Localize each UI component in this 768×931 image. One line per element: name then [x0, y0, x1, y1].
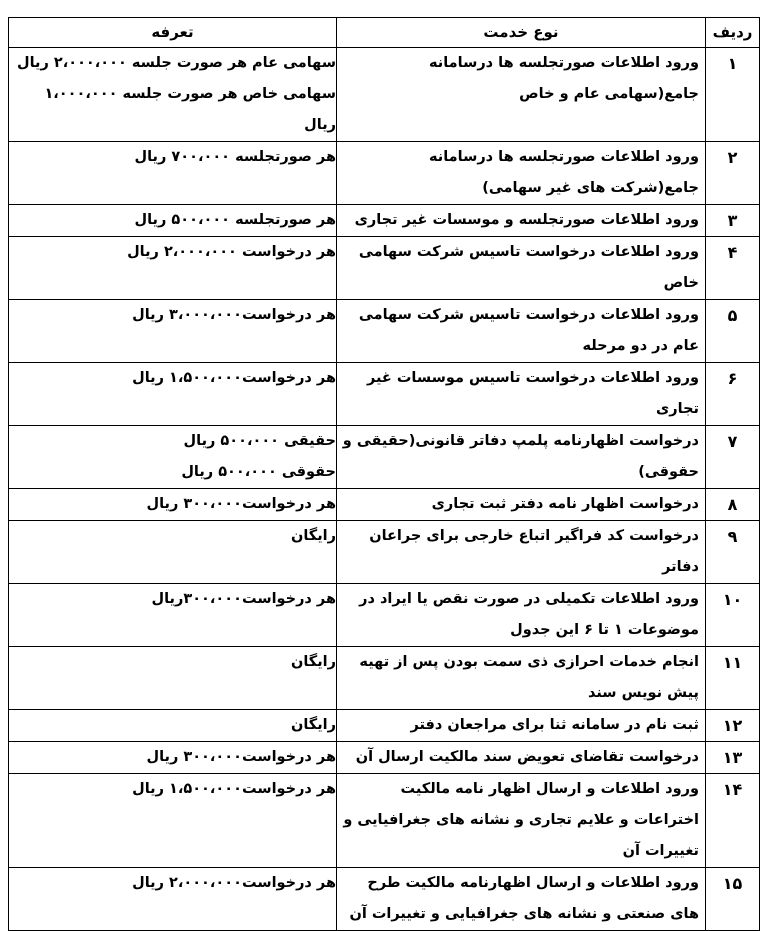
table-row — [9, 426, 760, 489]
tariff-cell — [9, 742, 337, 774]
tariff-line: هر درخواست۳،۰۰۰،۰۰۰ ریال — [132, 307, 336, 323]
tariff-cell — [9, 489, 337, 521]
tariff-cell — [9, 237, 337, 300]
service-cell: درخواست اظهار نامه دفتر ثبت تجاری — [337, 489, 706, 521]
tariff-cell — [9, 300, 337, 363]
row-number: ۸ — [706, 489, 760, 521]
header-service-type: نوع خدمت — [337, 18, 706, 48]
tariff-cell — [9, 142, 337, 205]
service-cell: ورود اطلاعات درخواست تاسیس موسسات غیر تجاری — [337, 363, 706, 426]
row-number: ۹ — [706, 521, 760, 584]
service-cell: ثبت نام در سامانه ثنا برای مراجعان دفتر — [337, 710, 706, 742]
tariff-line: هر درخواست۳۰۰،۰۰۰ ریال — [146, 749, 336, 765]
service-cell: درخواست تقاضای تعویض سند مالکیت ارسال آن — [337, 742, 706, 774]
row-number: ۴ — [706, 237, 760, 300]
tariff-line: رایگان — [290, 654, 336, 670]
row-number: ۱ — [706, 48, 760, 142]
tariff-line: هر درخواست۳۰۰،۰۰۰ ریال — [146, 496, 336, 512]
tariff-cell — [9, 48, 337, 142]
tariff-line: رایگان — [290, 717, 336, 733]
table-row — [9, 142, 760, 205]
tariff-table — [8, 17, 760, 931]
table-row — [9, 521, 760, 584]
table-row — [9, 742, 760, 774]
header-row-number: ردیف — [706, 18, 760, 48]
tariff-cell — [9, 363, 337, 426]
table-row — [9, 205, 760, 237]
header-tariff: تعرفه — [9, 18, 337, 48]
tariff-cell — [9, 426, 337, 489]
tariff-cell — [9, 868, 337, 931]
row-number: ۶ — [706, 363, 760, 426]
tariff-line: حقیقی ۵۰۰،۰۰۰ ریال — [183, 433, 336, 449]
tariff-line: هر درخواست۲،۰۰۰،۰۰۰ ریال — [132, 875, 336, 891]
table-row — [9, 710, 760, 742]
tariff-cell — [9, 205, 337, 237]
tariff-line: هر صورتجلسه ۵۰۰،۰۰۰ ریال — [134, 212, 336, 228]
tariff-cell — [9, 521, 337, 584]
table-header-row — [9, 18, 760, 48]
service-cell: ورود اطلاعات صورتجلسه ها درسامانه جامع(شرکت های غیر سهامی) — [337, 142, 706, 205]
service-cell: ورود اطلاعات صورتجلسه و موسسات غیر تجاری — [337, 205, 706, 237]
tariff-line: رایگان — [290, 528, 336, 544]
service-cell: ورود اطلاعات و ارسال اظهار نامه مالکیت اختراعات و علایم تجاری و نشانه های جغرافیایی و تغییرات آن — [337, 774, 706, 868]
tariff-line: حقوقی ۵۰۰،۰۰۰ ریال — [181, 464, 336, 480]
table-row — [9, 647, 760, 710]
row-number: ۱۵ — [706, 868, 760, 931]
table-row — [9, 237, 760, 300]
tariff-cell — [9, 647, 337, 710]
tariff-line: هر درخواست۱،۵۰۰،۰۰۰ ریال — [132, 370, 336, 386]
tariff-line: سهامی عام هر صورت جلسه ۲،۰۰۰،۰۰۰ ریال — [17, 55, 336, 71]
service-cell: انجام خدمات احرازی ذی سمت بودن پس از تهیه پیش نویس سند — [337, 647, 706, 710]
table-row — [9, 584, 760, 647]
tariff-line: هر درخواست۱،۵۰۰،۰۰۰ ریال — [132, 781, 336, 797]
service-cell: درخواست اظهارنامه پلمپ دفاتر قانونی(حقیقی و حقوقی) — [337, 426, 706, 489]
service-cell: درخواست کد فراگیر اتباع خارجی برای جراعان دفاتر — [337, 521, 706, 584]
row-number: ۳ — [706, 205, 760, 237]
service-cell: ورود اطلاعات صورتجلسه ها درسامانه جامع(سهامی عام و خاص — [337, 48, 706, 142]
table-row — [9, 774, 760, 868]
tariff-cell — [9, 710, 337, 742]
row-number: ۱۲ — [706, 710, 760, 742]
row-number: ۵ — [706, 300, 760, 363]
row-number: ۱۰ — [706, 584, 760, 647]
row-number: ۱۱ — [706, 647, 760, 710]
table-row — [9, 300, 760, 363]
service-cell: ورود اطلاعات درخواست تاسیس شرکت سهامی خاص — [337, 237, 706, 300]
table-row — [9, 363, 760, 426]
tariff-line: هر درخواست۳۰۰،۰۰۰ریال — [151, 591, 336, 607]
table-row — [9, 868, 760, 931]
tariff-line: هر درخواست ۲،۰۰۰،۰۰۰ ریال — [127, 244, 336, 260]
row-number: ۷ — [706, 426, 760, 489]
tariff-cell — [9, 774, 337, 868]
row-number: ۱۴ — [706, 774, 760, 868]
tariff-cell — [9, 584, 337, 647]
table-row — [9, 48, 760, 142]
tariff-line: سهامی خاص هر صورت جلسه ۱،۰۰۰،۰۰۰ ریال — [44, 86, 336, 133]
service-cell: ورود اطلاعات و ارسال اظهارنامه مالکیت طرح های صنعتی و نشانه های جغرافیایی و تغییرات آن — [337, 868, 706, 931]
service-cell: ورود اطلاعات درخواست تاسیس شرکت سهامی عام در دو مرحله — [337, 300, 706, 363]
service-cell: ورود اطلاعات تکمیلی در صورت نقص یا ایراد در موضوعات ۱ تا ۶ این جدول — [337, 584, 706, 647]
row-number: ۱۳ — [706, 742, 760, 774]
row-number: ۲ — [706, 142, 760, 205]
tariff-line: هر صورتجلسه ۷۰۰،۰۰۰ ریال — [134, 149, 336, 165]
table-row — [9, 489, 760, 521]
